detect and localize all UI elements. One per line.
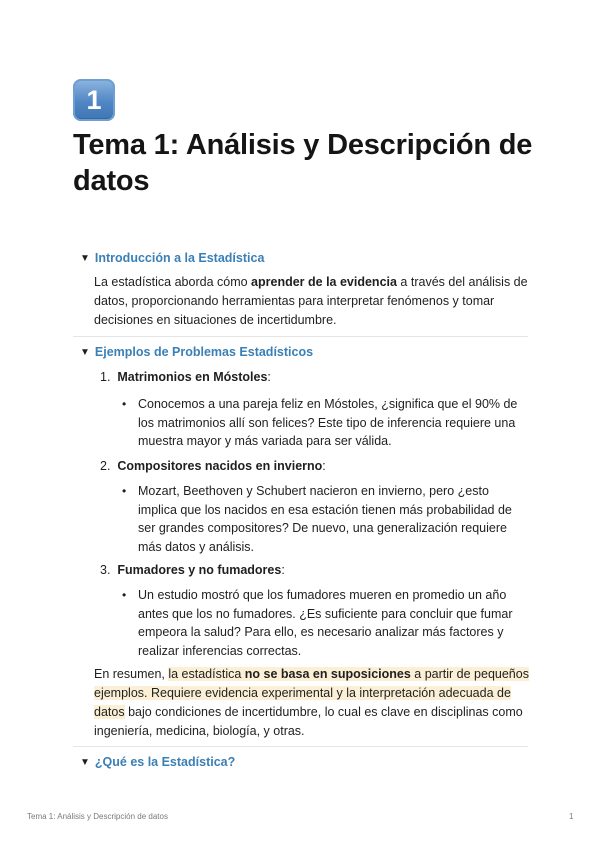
highlighted-text: la estadística no se basa en suposiciones a partir de pequeños ejemplos. Requiere evidencia experimental y la interpretación adecuada de datos [94,667,529,719]
item-bullet-text: Mozart, Beethoven y Schubert nacieron en invierno, pero ¿esto implica que los nacidos en esa estación tienen más probabilidad de ser grandes compositores? De nuevo, una generalización requiere más datos y análisis. [138,484,512,554]
toggle-examples-title: Ejemplos de Problemas Estadísticos [94,345,314,359]
toggle-what-is[interactable] [80,755,235,769]
divider [73,746,528,747]
item-title: Fumadores y no fumadores [117,563,282,577]
item-title: Matrimonios en Móstoles [117,370,268,384]
page-title: Tema 1: Análisis y Descripción de datos [73,129,533,197]
toggle-examples[interactable] [80,345,313,359]
toggle-intro-title: Introducción a la Estadística [94,251,265,265]
item-bullet-text: Un estudio mostró que los fumadores mueren en promedio un año antes que los no fumadores. ¿Es suficiente para concluir que fumar empeora la salud? Para ello, es necesario analizar más factores y realizar inferencias correctas. [138,588,513,658]
item-title: Compositores nacidos en invierno [117,459,323,473]
item-bullet-text: Conocemos a una pareja feliz en Móstoles, ¿significa que el 90% de los matrimonios allí son felices? Este tipo de inferencia requiere una muestra mayor y más variada para ser válida. [138,397,518,448]
intro-bold-text: aprender de la evidencia [251,275,397,289]
toggle-arrow-icon[interactable]: ▼ [80,756,90,768]
summary-paragraph: En resumen, la estadística no se basa en suposiciones a partir de pequeños ejemplos. Requiere evidencia experimental y la interpretación adecuada de datos bajo condiciones de incertidumbre, lo cual es clave en disciplinas como ingeniería, medicina, biología, y otras. [94,667,529,738]
footer-doc-title: Tema 1: Análisis y Descripción de datos [27,812,168,821]
toggle-intro[interactable] [80,251,264,265]
toggle-what-is-title: ¿Qué es la Estadística? [94,755,236,769]
bullet-icon: • [122,484,127,498]
list-item: 1. Matrimonios en Móstoles: [100,370,271,384]
toggle-arrow-icon[interactable]: ▼ [80,252,90,264]
footer-page-number: 1 [569,812,574,821]
intro-paragraph: La estadística aborda cómo aprender de la evidencia a través del análisis de datos, proporcionando herramientas para interpretar fenómenos y tomar decisiones en situaciones de incertidumbre. [94,275,528,327]
number-one-emoji-icon [73,79,115,121]
list-item: 3. Fumadores y no fumadores: [100,563,285,577]
divider [73,336,528,337]
list-item: 2. Compositores nacidos en invierno: [100,459,326,473]
emoji-number: 1 [86,84,102,115]
toggle-arrow-icon[interactable]: ▼ [80,346,90,358]
bullet-icon: • [122,588,127,602]
bullet-icon: • [122,397,127,411]
